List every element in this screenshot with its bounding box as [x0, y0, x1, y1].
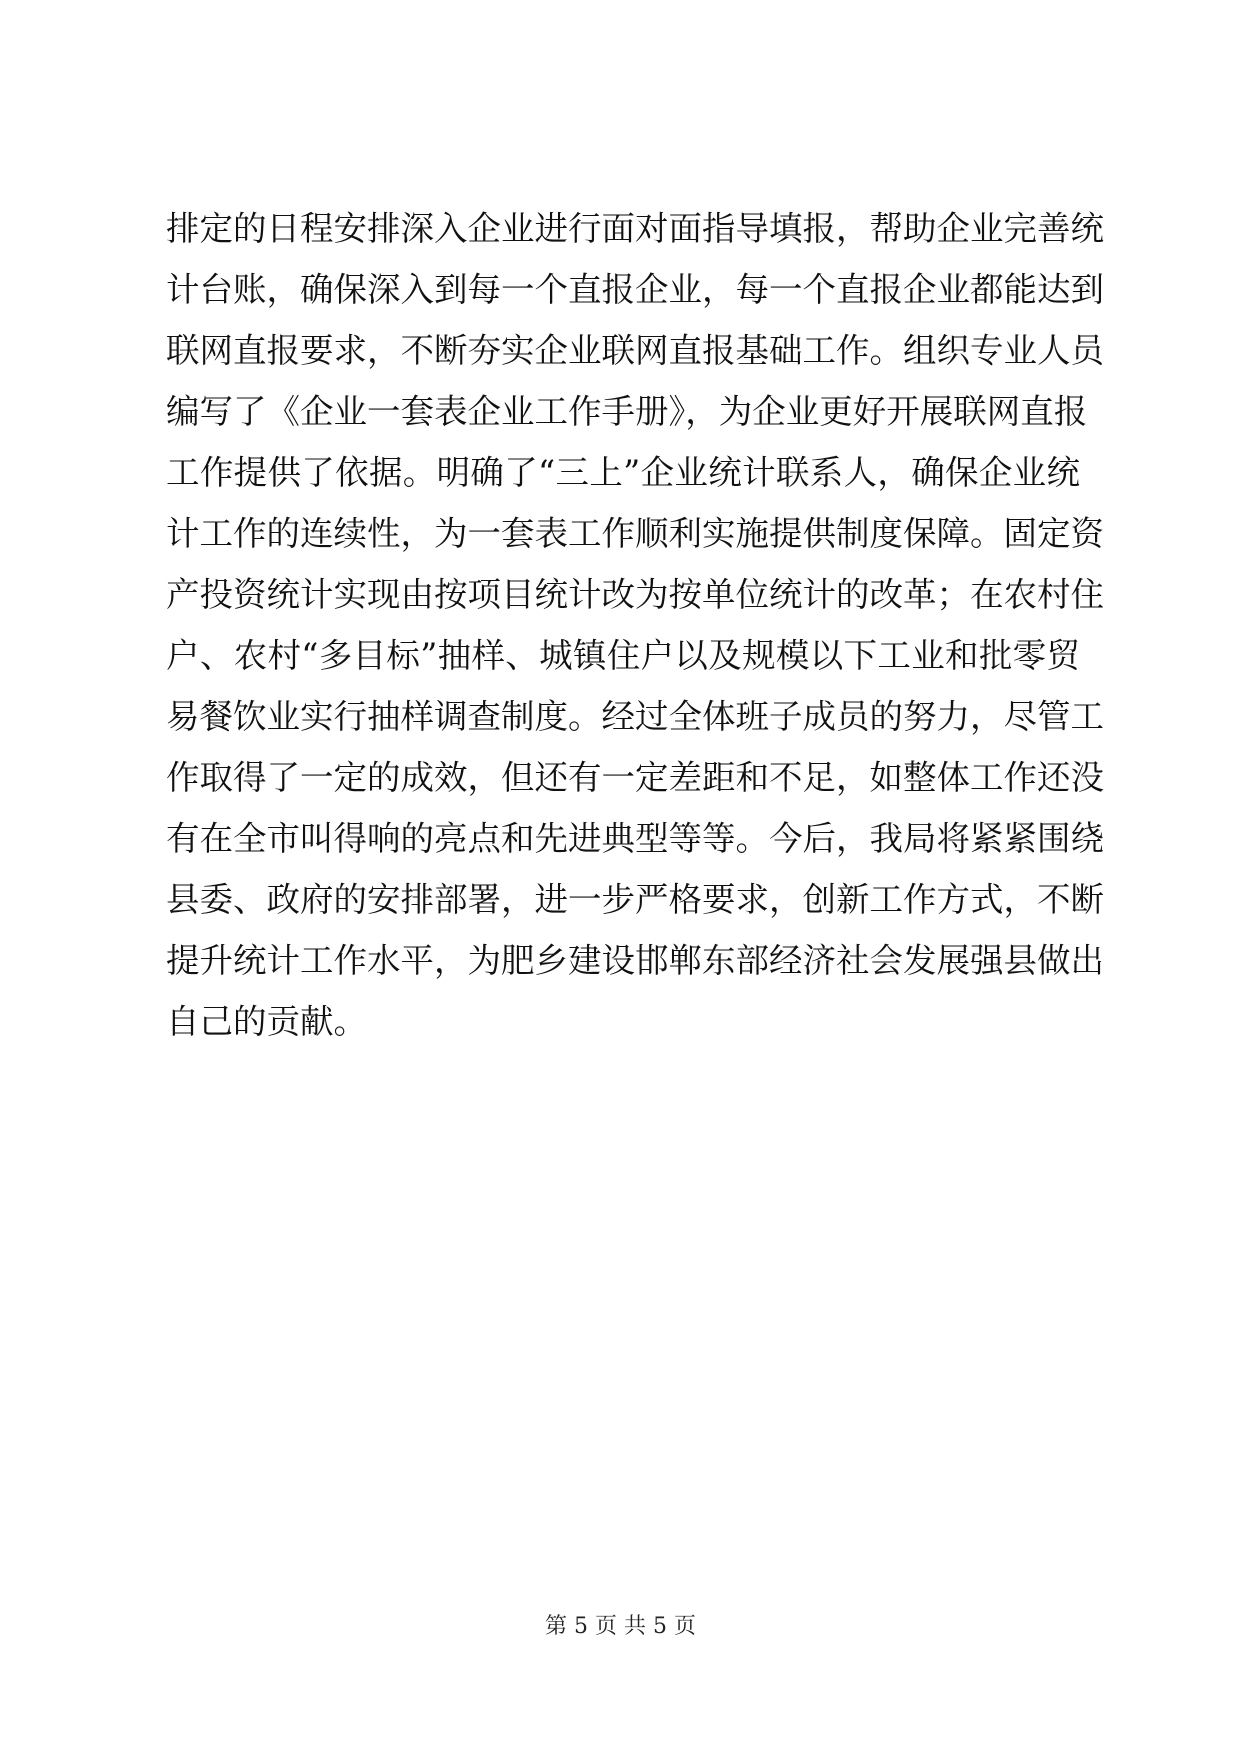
text-line-last: 自己的贡献。 [166, 1002, 367, 1041]
text-line: 计工作的连续性，为一套表工作顺利实施提供制度保障。固定资 [166, 514, 1104, 553]
page-number-footer: 第 5 页 共 5 页 [545, 1614, 696, 1639]
text-line: 户、农村“多目标”抽样、城镇住户以及规模以下工业和批零贸 [166, 636, 1080, 675]
body-paragraph [166, 198, 1104, 1052]
text-line: 联网直报要求，不断夯实企业联网直报基础工作。组织专业人员 [166, 331, 1104, 370]
text-line: 产投资统计实现由按项目统计改为按单位统计的改革；在农村住 [166, 575, 1104, 614]
text-line: 有在全市叫得响的亮点和先进典型等等。今后，我局将紧紧围绕 [166, 819, 1104, 858]
text-line: 编写了《企业一套表企业工作手册》，为企业更好开展联网直报 [166, 392, 1088, 431]
text-line: 作取得了一定的成效，但还有一定差距和不足，如整体工作还没 [166, 758, 1104, 797]
text-line: 易餐饮业实行抽样调查制度。经过全体班子成员的努力，尽管工 [166, 697, 1104, 736]
text-line: 工作提供了依据。明确了“三上”企业统计联系人，确保企业统 [166, 453, 1080, 492]
text-line: 计台账，确保深入到每一个直报企业，每一个直报企业都能达到 [166, 270, 1104, 309]
text-line: 县委、政府的安排部署，进一步严格要求，创新工作方式，不断 [166, 880, 1104, 919]
text-line: 排定的日程安排深入企业进行面对面指导填报，帮助企业完善统 [166, 209, 1104, 248]
text-line: 提升统计工作水平，为肥乡建设邯郸东部经济社会发展强县做出 [166, 941, 1104, 980]
